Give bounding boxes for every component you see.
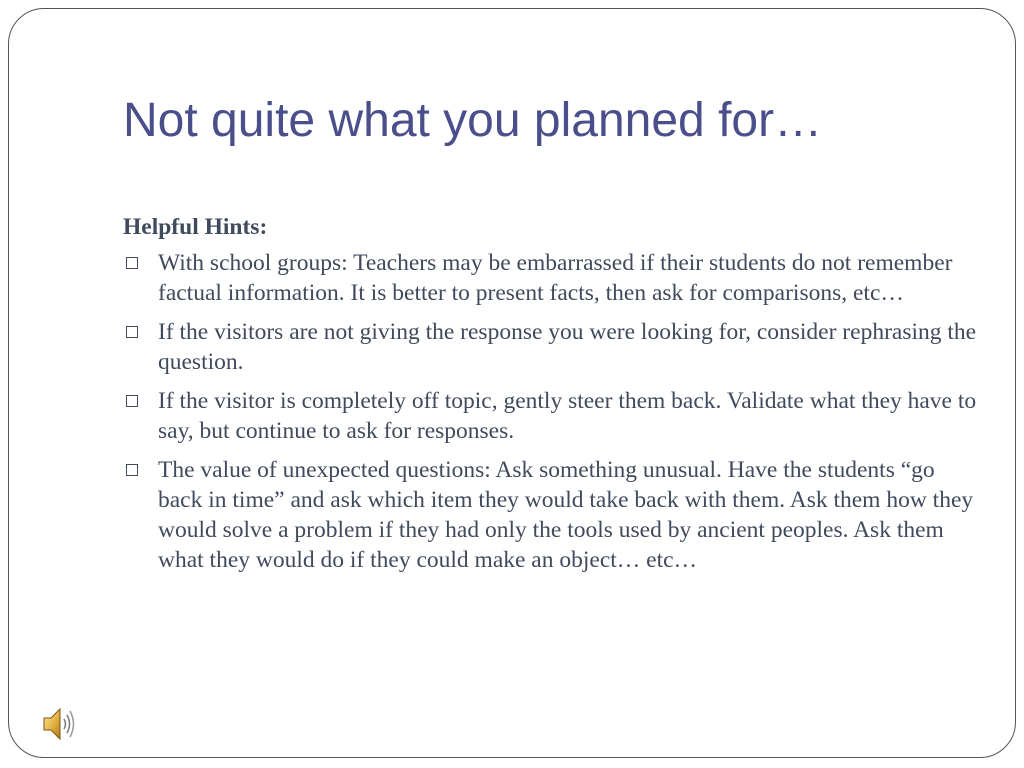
list-item [123,455,983,575]
square-bullet-icon [126,464,138,476]
bullet-text: The value of unexpected questions: Ask something unusual. Have the students “go back in time” and ask which item they would take back with them. Ask them how they would solve a problem if they had only the tools used by ancient peoples. Ask them what they would do if they could make an object… etc… [158,457,974,573]
list-item [123,248,983,308]
square-bullet-icon [126,326,138,338]
bullet-text: With school groups: Teachers may be embarrassed if their students do not remember factual information. It is better to present facts, then ask for comparisons, etc… [158,250,953,306]
bullet-text: If the visitors are not giving the response you were looking for, consider rephrasing the question. [158,319,977,375]
list-item [123,317,983,377]
slide-title: Not quite what you planned for… [123,94,823,147]
hints-heading: Helpful Hints: [123,214,268,240]
bullet-text: If the visitor is completely off topic, gently steer them back. Validate what they have to say, but continue to ask for responses. [158,388,977,444]
square-bullet-icon [126,257,138,269]
square-bullet-icon [126,395,138,407]
hints-list [123,248,983,575]
list-item [123,386,983,446]
slide-content [123,212,983,584]
speaker-icon[interactable] [40,704,78,744]
slide-frame [8,8,1016,758]
